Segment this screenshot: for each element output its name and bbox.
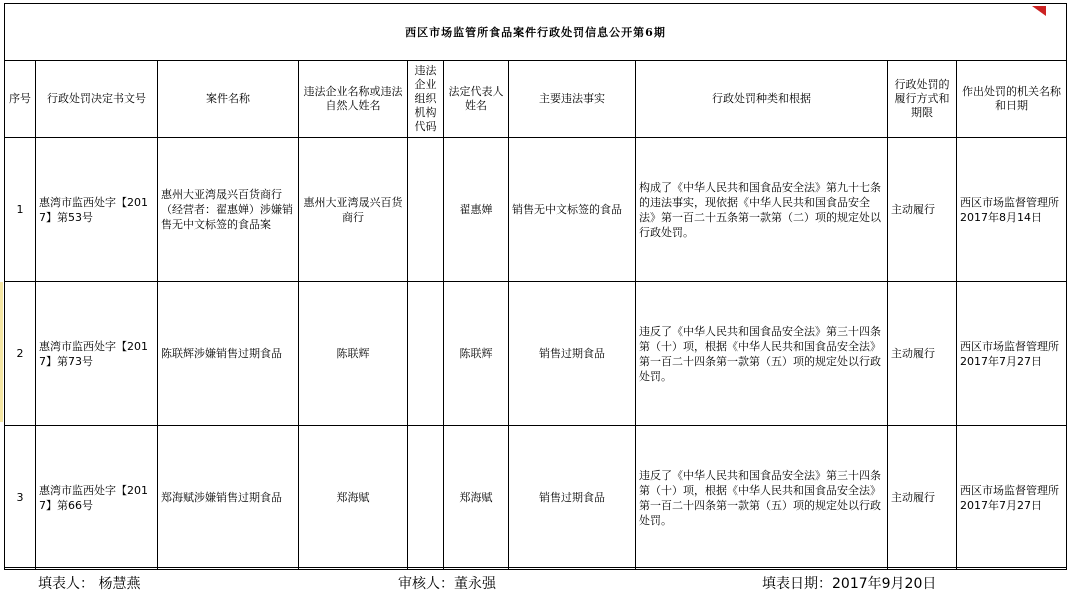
cell-method[interactable]: 主动履行 (888, 138, 957, 282)
cell-basis[interactable]: 违反了《中华人民共和国食品安全法》第三十四条第（十）项，根据《中华人民共和国食品安全法》第一百二十四条第一款第（五）项的规定处以行政处罚。 (636, 426, 888, 570)
fill-date-label[interactable]: 填表日期：2017年9月20日 (762, 576, 937, 592)
cell-authority[interactable]: 西区市场监督管理所2017年7月27日 (957, 282, 1067, 426)
table-row (5, 426, 1067, 570)
penalty-info-table (4, 3, 1067, 570)
cell-authority[interactable]: 西区市场监督管理所2017年7月27日 (957, 426, 1067, 570)
header-cell-fact[interactable]: 主要违法事实 (509, 61, 636, 138)
header-cell-no[interactable]: 序号 (5, 61, 36, 138)
cell-fact[interactable]: 销售过期食品 (509, 426, 636, 570)
cell-org-code[interactable] (408, 426, 444, 570)
cell-fact[interactable]: 销售无中文标签的食品 (509, 138, 636, 282)
cell-rep[interactable]: 陈联辉 (444, 282, 509, 426)
footer-row (4, 567, 1066, 594)
row-highlight-marker (0, 282, 3, 422)
cell-rep[interactable]: 郑海赋 (444, 426, 509, 570)
cell-case[interactable]: 郑海赋涉嫌销售过期食品 (158, 426, 299, 570)
cell-violator[interactable]: 惠州大亚湾晟兴百货商行 (299, 138, 408, 282)
header-cell-rep[interactable]: 法定代表人姓名 (444, 61, 509, 138)
header-cell-authority[interactable]: 作出处罚的机关名称和日期 (957, 61, 1067, 138)
cell-rep[interactable]: 翟惠婵 (444, 138, 509, 282)
cell-basis[interactable]: 违反了《中华人民共和国食品安全法》第三十四条第（十）项，根据《中华人民共和国食品安全法》第一百二十四条第一款第（五）项的规定处以行政处罚。 (636, 282, 888, 426)
cell-case[interactable]: 陈联辉涉嫌销售过期食品 (158, 282, 299, 426)
cell-case[interactable]: 惠州大亚湾晟兴百货商行（经营者：翟惠婵）涉嫌销售无中文标签的食品案 (158, 138, 299, 282)
header-row (5, 61, 1067, 138)
header-cell-violator[interactable]: 违法企业名称或违法自然人姓名 (299, 61, 408, 138)
filler-label[interactable]: 填表人： 杨慧燕 (38, 576, 141, 592)
cell-authority[interactable]: 西区市场监督管理所2017年8月14日 (957, 138, 1067, 282)
cell-violator[interactable]: 陈联辉 (299, 282, 408, 426)
header-cell-org-code[interactable]: 违法企业组织机构代码 (408, 61, 444, 138)
cell-method[interactable]: 主动履行 (888, 426, 957, 570)
cell-violator[interactable]: 郑海赋 (299, 426, 408, 570)
cell-method[interactable]: 主动履行 (888, 282, 957, 426)
cell-doc[interactable]: 惠湾市监西处字【2017】第66号 (36, 426, 158, 570)
cell-no[interactable]: 1 (5, 138, 36, 282)
cell-doc[interactable]: 惠湾市监西处字【2017】第53号 (36, 138, 158, 282)
cell-org-code[interactable] (408, 282, 444, 426)
reviewer-label[interactable]: 审核人：董永强 (398, 576, 496, 592)
header-cell-basis[interactable]: 行政处罚种类和根据 (636, 61, 888, 138)
header-cell-doc[interactable]: 行政处罚决定书文号 (36, 61, 158, 138)
cell-org-code[interactable] (408, 138, 444, 282)
table-row (5, 138, 1067, 282)
cell-no[interactable]: 2 (5, 282, 36, 426)
cell-doc[interactable]: 惠湾市监西处字【2017】第73号 (36, 282, 158, 426)
table-row (5, 282, 1067, 426)
table-title[interactable]: 西区市场监管所食品案件行政处罚信息公开第6期 (5, 4, 1067, 61)
cell-fact[interactable]: 销售过期食品 (509, 282, 636, 426)
cell-basis[interactable]: 构成了《中华人民共和国食品安全法》第九十七条的违法事实，现依据《中华人民共和国食品安全法》第一百二十五条第一款第（二）项的规定处以行政处罚。 (636, 138, 888, 282)
cell-no[interactable]: 3 (5, 426, 36, 570)
header-cell-case[interactable]: 案件名称 (158, 61, 299, 138)
header-cell-method[interactable]: 行政处罚的履行方式和期限 (888, 61, 957, 138)
